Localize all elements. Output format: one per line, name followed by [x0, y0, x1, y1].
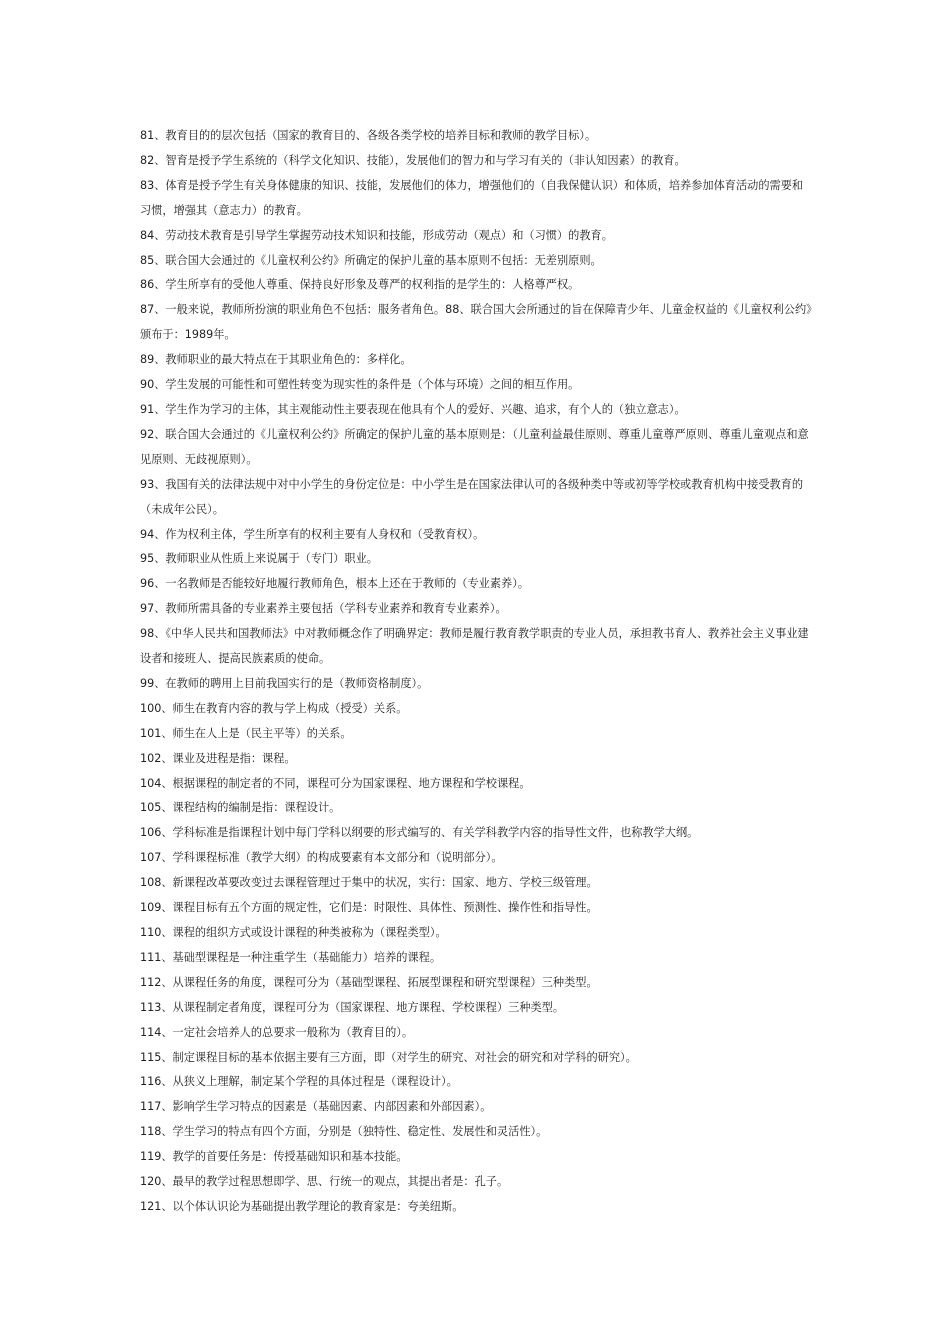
paragraph: 119、教学的首要任务是：传授基础知识和基本技能。: [140, 1150, 408, 1164]
paragraph: 118、学生学习的特点有四个方面，分别是（独特性、稳定性、发展性和灵活性）。: [140, 1125, 548, 1139]
paragraph: 89、教师职业的最大特点在于其职业角色的：多样化。: [140, 353, 412, 367]
paragraph: 93、我国有关的法律法规中对中小学生的身份定位是：中小学生是在国家法律认可的各级种类中等或初等学校或教育机构中接受教育的（未成年公民）。: [140, 477, 804, 516]
paragraph: 98、《中华人民共和国教师法》中对教师概念作了明确界定：教师是履行教育教学职责的专业人员，承担教书育人、教养社会主义事业建设者和接班人、提高民族素质的使命。: [140, 627, 809, 666]
paragraph: 92、联合国大会通过的《儿童权利公约》所确定的保护儿童的基本原则是：（儿童利益最佳原则、尊重儿童尊严原则、尊重儿童观点和意见原则、无歧视原则）。: [140, 427, 809, 466]
paragraph: 112、从课程任务的角度，课程可分为（基础型课程、拓展型课程和研究型课程）三种类型。: [140, 975, 598, 989]
paragraph: 109、课程目标有五个方面的规定性，它们是：时限性、具体性、预测性、操作性和指导性。: [140, 901, 598, 915]
paragraph: 115、制定课程目标的基本依据主要有三方面，即（对学生的研究、对社会的研究和对学科的研究）。: [140, 1050, 637, 1064]
paragraph: 120、最早的教学过程思想即学、思、行统一的观点，其提出者是：孔子。: [140, 1175, 509, 1189]
paragraph: 96、一名教师是否能较好地履行教师角色，根本上还在于教师的（专业素养）。: [140, 577, 530, 591]
paragraph: 113、从课程制定者角度，课程可分为（国家课程、地方课程、学校课程）三种类型。: [140, 1000, 565, 1014]
paragraph: 106、学科标准是指课程计划中每门学科以纲要的形式编写的、有关学科教学内容的指导性文件，也称教学大纲。: [140, 826, 699, 840]
paragraph: 99、在教师的聘用上目前我国实行的是（教师资格制度）。: [140, 676, 429, 690]
paragraph: 104、根据课程的制定者的不同，课程可分为国家课程、地方课程和学校课程。: [140, 776, 531, 790]
paragraph: 116、从狭义上理解，制定某个学程的具体过程是（课程设计）。: [140, 1075, 458, 1089]
paragraph: 107、学科课程标准（教学大纲）的构成要素有本文部分和（说明部分）。: [140, 851, 503, 865]
paragraph: 105、课程结构的编制是指：课程设计。: [140, 801, 341, 815]
paragraph: 81、教育目的的层次包括（国家的教育目的、各级各类学校的培养目标和教师的教学目标）。: [140, 129, 597, 142]
paragraph: 108、新课程改革要改变过去课程管理过于集中的状况，实行：国家、地方、学校三级管理。: [140, 876, 598, 890]
paragraph: 90、学生发展的可能性和可塑性转变为现实性的条件是（个体与环境）之间的相互作用。: [140, 378, 580, 392]
paragraph: 114、一定社会培养人的总要求一般称为（教育目的）。: [140, 1025, 414, 1039]
document-body: [140, 124, 812, 1220]
paragraph: 95、教师职业从性质上来说属于（专门）职业。: [140, 552, 378, 566]
paragraph: 97、教师所需具备的专业素养主要包括（学科专业素养和教育专业素养）。: [140, 602, 507, 616]
paragraph: 87、一般来说，教师所扮演的职业角色不包括：服务者角色。88、联合国大会所通过的旨在保障青少年、儿童金权益的《儿童权利公约》颁布于：1989年。: [140, 303, 812, 342]
paragraph: 102、课业及进程是指：课程。: [140, 751, 296, 765]
paragraph: 117、影响学生学习特点的因素是（基础因素、内部因素和外部因素）。: [140, 1100, 492, 1114]
paragraph: 121、以个体认识论为基础提出教学理论的教育家是：夸美纽斯。: [140, 1199, 464, 1213]
paragraph: 91、学生作为学习的主体，其主观能动性主要表现在他具有个人的爱好、兴趣、追求，有个人的（独立意志）。: [140, 402, 686, 416]
paragraph: 100、师生在教育内容的教与学上构成（授受）关系。: [140, 701, 408, 715]
paragraph: 94、作为权利主体，学生所享有的权利主要有人身权和（受教育权）。: [140, 527, 485, 541]
paragraph: 83、体育是授予学生有关身体健康的知识、技能，发展他们的体力，增强他们的（自我保健认识）和体质，培养参加体育活动的需要和习惯，增强其（意志力）的教育。: [140, 178, 804, 217]
paragraph: 110、课程的组织方式或设计课程的种类被称为（课程类型）。: [140, 926, 447, 939]
paragraph: 101、师生在人上是（民主平等）的关系。: [140, 726, 352, 740]
paragraph: 84、劳动技术教育是引导学生掌握劳动技术知识和技能，形成劳动（观点）和（习惯）的教育。: [140, 228, 613, 242]
paragraph: 86、学生所享有的受他人尊重、保持良好形象及尊严的权利指的是学生的：人格尊严权。: [140, 278, 580, 292]
paragraph: 85、联合国大会通过的《儿童权利公约》所确定的保护儿童的基本原则不包括：无差别原则。: [140, 253, 602, 267]
paragraph: 111、基础型课程是一种注重学生（基础能力）培养的课程。: [140, 950, 442, 964]
paragraph: 82、智育是授予学生系统的（科学文化知识、技能），发展他们的智力和与学习有关的（非认知因素）的教育。: [140, 153, 686, 167]
